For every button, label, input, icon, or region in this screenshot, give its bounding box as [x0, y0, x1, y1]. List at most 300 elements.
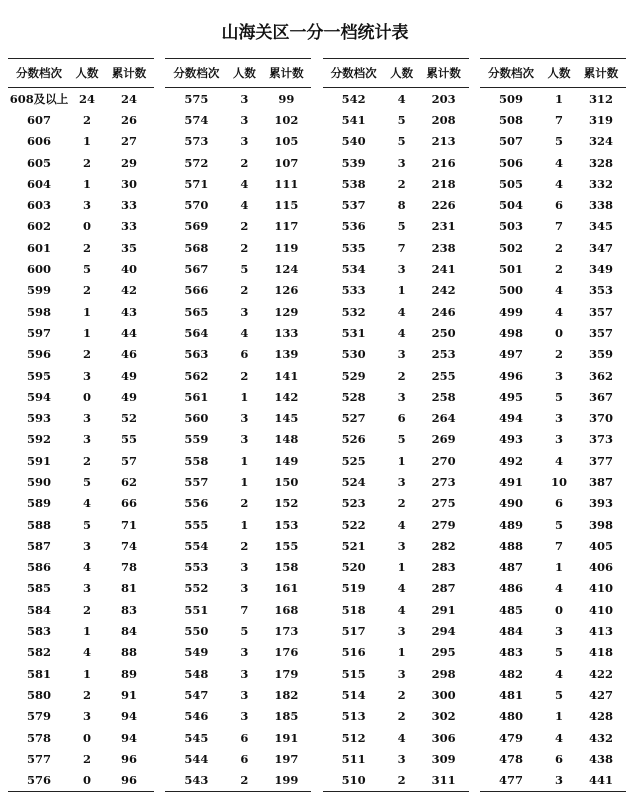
table-row	[480, 152, 626, 173]
score-cell: 596	[26, 347, 51, 362]
table-row	[8, 237, 154, 258]
cumulative-cell: 298	[431, 666, 456, 681]
score-cell: 491	[498, 474, 523, 489]
table-row	[8, 258, 154, 279]
header-cumulative: 累计数	[104, 59, 154, 88]
score-cell: 594	[26, 389, 51, 404]
cumulative-cell: 312	[588, 91, 613, 106]
cumulative-cell: 216	[431, 155, 456, 170]
count-cell: 2	[82, 751, 91, 766]
cumulative-cell: 168	[274, 602, 299, 617]
count-cell: 4	[554, 155, 563, 170]
score-cell: 516	[341, 645, 366, 660]
score-cell: 601	[26, 240, 51, 255]
score-cell: 504	[498, 198, 523, 213]
score-cell: 532	[341, 304, 366, 319]
table-row	[165, 131, 311, 152]
table-header-row	[323, 59, 469, 88]
table-row	[323, 514, 469, 535]
table-row	[165, 301, 311, 322]
score-cell: 574	[184, 112, 209, 127]
cumulative-cell: 35	[120, 240, 137, 255]
score-cell: 517	[341, 624, 366, 639]
table-header-row	[8, 59, 154, 88]
table-row	[323, 258, 469, 279]
cumulative-cell: 119	[274, 240, 299, 255]
score-cell: 487	[498, 560, 523, 575]
table-row	[323, 429, 469, 450]
score-cell: 564	[184, 325, 209, 340]
header-score-level: 分数档次	[8, 59, 70, 88]
table-header-row	[165, 59, 311, 88]
count-cell: 7	[554, 219, 563, 234]
cumulative-cell: 300	[431, 687, 456, 702]
cumulative-cell: 319	[588, 112, 613, 127]
table-row	[8, 599, 154, 620]
count-cell: 5	[397, 134, 406, 149]
table-row	[480, 663, 626, 684]
score-table-block-2	[165, 58, 311, 798]
table-row	[480, 493, 626, 514]
cumulative-cell: 94	[120, 709, 137, 724]
table-row	[323, 706, 469, 727]
score-cell: 592	[26, 432, 51, 447]
score-cell: 498	[498, 325, 523, 340]
count-cell: 2	[240, 496, 249, 511]
count-cell: 10	[550, 474, 567, 489]
score-cell: 527	[341, 411, 366, 426]
table-row	[480, 386, 626, 407]
count-cell: 4	[82, 496, 91, 511]
score-cell: 524	[341, 474, 366, 489]
table-row	[8, 386, 154, 407]
count-cell: 6	[240, 751, 249, 766]
count-cell: 7	[240, 602, 249, 617]
cumulative-cell: 410	[588, 602, 613, 617]
count-cell: 5	[82, 262, 91, 277]
table-row	[480, 109, 626, 130]
count-cell: 6	[240, 347, 249, 362]
count-cell: 2	[240, 538, 249, 553]
table-row	[8, 322, 154, 343]
count-cell: 1	[240, 389, 249, 404]
cumulative-cell: 149	[274, 453, 299, 468]
count-cell: 2	[82, 240, 91, 255]
table-header-row	[480, 59, 626, 88]
cumulative-cell: 139	[274, 347, 299, 362]
count-cell: 0	[554, 602, 563, 617]
score-cell: 597	[26, 325, 51, 340]
table-row	[323, 216, 469, 237]
count-cell: 1	[240, 474, 249, 489]
table-row	[480, 770, 626, 792]
cumulative-cell: 255	[431, 368, 456, 383]
table-row	[323, 684, 469, 705]
score-cell: 547	[184, 687, 209, 702]
table-row	[480, 429, 626, 450]
score-cell: 568	[184, 240, 209, 255]
table-row	[165, 258, 311, 279]
count-cell: 5	[82, 474, 91, 489]
score-cell: 505	[498, 176, 523, 191]
cumulative-cell: 27	[120, 134, 137, 149]
score-cell: 493	[498, 432, 523, 447]
score-cell: 537	[341, 198, 366, 213]
count-cell: 3	[82, 411, 91, 426]
score-cell: 562	[184, 368, 209, 383]
count-cell: 3	[82, 432, 91, 447]
table-row	[8, 301, 154, 322]
score-cell: 502	[498, 240, 523, 255]
score-cell: 533	[341, 283, 366, 298]
score-cell: 604	[26, 176, 51, 191]
table-row	[165, 429, 311, 450]
count-cell: 0	[82, 219, 91, 234]
score-cell: 584	[26, 602, 51, 617]
table-row	[480, 620, 626, 641]
table-row	[165, 237, 311, 258]
count-cell: 5	[240, 262, 249, 277]
score-cell: 567	[184, 262, 209, 277]
table-row	[323, 280, 469, 301]
count-cell: 3	[542, 770, 576, 792]
score-cell: 478	[498, 751, 523, 766]
score-cell: 506	[498, 155, 523, 170]
table-row	[323, 88, 469, 110]
score-cell: 573	[184, 134, 209, 149]
cumulative-cell: 52	[120, 411, 137, 426]
cumulative-cell: 295	[431, 645, 456, 660]
table-row	[323, 194, 469, 215]
table-row	[8, 216, 154, 237]
score-cell: 579	[26, 709, 51, 724]
table-row	[165, 642, 311, 663]
cumulative-cell: 33	[120, 198, 137, 213]
count-cell: 1	[82, 325, 91, 340]
table-row	[165, 620, 311, 641]
cumulative-cell: 43	[120, 304, 137, 319]
cumulative-cell: 57	[120, 453, 137, 468]
count-cell: 8	[397, 198, 406, 213]
table-row	[165, 706, 311, 727]
cumulative-cell: 141	[274, 368, 299, 383]
cumulative-cell: 283	[431, 560, 456, 575]
count-cell: 2	[227, 770, 261, 792]
table-row	[165, 322, 311, 343]
score-cell: 587	[26, 538, 51, 553]
count-cell: 4	[554, 304, 563, 319]
score-cell: 559	[184, 432, 209, 447]
cumulative-cell: 49	[120, 368, 137, 383]
count-cell: 2	[240, 283, 249, 298]
score-cell: 523	[341, 496, 366, 511]
cumulative-cell: 398	[588, 517, 613, 532]
count-cell: 1	[554, 91, 563, 106]
cumulative-cell: 309	[431, 751, 456, 766]
table-row	[323, 386, 469, 407]
count-cell: 24	[78, 91, 95, 106]
score-tables	[8, 58, 626, 798]
count-cell: 3	[397, 474, 406, 489]
cumulative-cell: 173	[274, 624, 299, 639]
score-cell: 536	[341, 219, 366, 234]
count-cell: 5	[397, 112, 406, 127]
score-cell: 549	[184, 645, 209, 660]
table-row	[8, 194, 154, 215]
cumulative-cell: 302	[431, 709, 456, 724]
score-cell: 492	[498, 453, 523, 468]
table-row	[165, 557, 311, 578]
score-cell: 529	[341, 368, 366, 383]
cumulative-cell: 74	[120, 538, 137, 553]
cumulative-cell: 405	[588, 538, 613, 553]
table-row	[480, 706, 626, 727]
count-cell: 3	[554, 432, 563, 447]
score-table	[165, 58, 311, 792]
score-cell: 531	[341, 325, 366, 340]
score-cell: 485	[498, 602, 523, 617]
score-table	[323, 58, 469, 792]
score-cell: 509	[498, 91, 523, 106]
count-cell: 4	[397, 730, 406, 745]
table-row	[8, 280, 154, 301]
cumulative-cell: 129	[274, 304, 299, 319]
table-row	[323, 173, 469, 194]
table-row	[323, 237, 469, 258]
cumulative-cell: 96	[104, 770, 154, 792]
score-cell: 566	[184, 283, 209, 298]
cumulative-cell: 49	[120, 389, 137, 404]
score-cell: 482	[498, 666, 523, 681]
score-cell: 513	[341, 709, 366, 724]
score-cell: 518	[341, 602, 366, 617]
count-cell: 4	[397, 517, 406, 532]
score-cell: 578	[26, 730, 51, 745]
cumulative-cell: 428	[588, 709, 613, 724]
table-row	[480, 194, 626, 215]
table-row	[480, 748, 626, 769]
score-cell: 479	[498, 730, 523, 745]
table-row	[8, 344, 154, 365]
cumulative-cell: 422	[588, 666, 613, 681]
table-row	[165, 365, 311, 386]
cumulative-cell: 29	[120, 155, 137, 170]
score-cell: 534	[341, 262, 366, 277]
table-row	[480, 258, 626, 279]
count-cell: 1	[82, 666, 91, 681]
cumulative-cell: 264	[431, 411, 456, 426]
table-row	[8, 663, 154, 684]
score-cell: 550	[184, 624, 209, 639]
table-row	[165, 173, 311, 194]
score-cell: 486	[498, 581, 523, 596]
count-cell: 0	[82, 389, 91, 404]
cumulative-cell: 311	[419, 770, 469, 792]
score-cell: 511	[341, 751, 366, 766]
cumulative-cell: 66	[120, 496, 137, 511]
cumulative-cell: 176	[274, 645, 299, 660]
table-row	[480, 407, 626, 428]
header-count: 人数	[542, 59, 576, 88]
cumulative-cell: 275	[431, 496, 456, 511]
count-cell: 6	[554, 496, 563, 511]
table-row	[480, 365, 626, 386]
count-cell: 3	[240, 411, 249, 426]
count-cell: 2	[397, 709, 406, 724]
header-cumulative: 累计数	[419, 59, 469, 88]
table-row	[480, 173, 626, 194]
count-cell: 0	[70, 770, 104, 792]
count-cell: 5	[554, 517, 563, 532]
count-cell: 1	[82, 624, 91, 639]
count-cell: 2	[240, 155, 249, 170]
table-row	[480, 301, 626, 322]
table-row	[323, 450, 469, 471]
table-row	[480, 344, 626, 365]
table-row	[8, 578, 154, 599]
score-cell: 585	[26, 581, 51, 596]
count-cell: 4	[82, 560, 91, 575]
table-row	[323, 599, 469, 620]
cumulative-cell: 291	[431, 602, 456, 617]
cumulative-cell: 24	[120, 91, 137, 106]
table-row	[480, 599, 626, 620]
cumulative-cell: 107	[274, 155, 299, 170]
table-row	[480, 88, 626, 110]
table-row	[480, 642, 626, 663]
count-cell: 3	[82, 198, 91, 213]
score-cell: 545	[184, 730, 209, 745]
table-row	[8, 173, 154, 194]
table-row	[323, 748, 469, 769]
cumulative-cell: 294	[431, 624, 456, 639]
cumulative-cell: 359	[588, 347, 613, 362]
score-cell: 583	[26, 624, 51, 639]
table-row	[165, 344, 311, 365]
cumulative-cell: 148	[274, 432, 299, 447]
score-cell: 484	[498, 624, 523, 639]
cumulative-cell: 406	[588, 560, 613, 575]
header-score-level: 分数档次	[165, 59, 227, 88]
count-cell: 3	[397, 538, 406, 553]
table-row	[8, 642, 154, 663]
table-row	[8, 131, 154, 152]
count-cell: 2	[397, 368, 406, 383]
cumulative-cell: 306	[431, 730, 456, 745]
score-cell: 582	[26, 645, 51, 660]
score-cell: 489	[498, 517, 523, 532]
count-cell: 4	[240, 325, 249, 340]
cumulative-cell: 71	[120, 517, 137, 532]
score-cell: 606	[26, 134, 51, 149]
count-cell: 5	[554, 645, 563, 660]
count-cell: 5	[82, 517, 91, 532]
count-cell: 1	[240, 453, 249, 468]
cumulative-cell: 345	[588, 219, 613, 234]
score-cell: 546	[184, 709, 209, 724]
header-count: 人数	[70, 59, 104, 88]
score-cell: 542	[341, 91, 366, 106]
cumulative-cell: 338	[588, 198, 613, 213]
count-cell: 2	[554, 240, 563, 255]
table-row	[165, 663, 311, 684]
cumulative-cell: 142	[274, 389, 299, 404]
count-cell: 2	[397, 176, 406, 191]
cumulative-cell: 94	[120, 730, 137, 745]
table-row	[323, 578, 469, 599]
count-cell: 3	[240, 91, 249, 106]
table-row	[323, 727, 469, 748]
score-cell: 598	[26, 304, 51, 319]
table-row	[165, 727, 311, 748]
score-cell: 539	[341, 155, 366, 170]
count-cell: 4	[554, 730, 563, 745]
count-cell: 6	[240, 730, 249, 745]
score-cell: 483	[498, 645, 523, 660]
header-count: 人数	[385, 59, 419, 88]
cumulative-cell: 155	[274, 538, 299, 553]
score-cell: 535	[341, 240, 366, 255]
count-cell: 3	[240, 709, 249, 724]
score-cell: 556	[184, 496, 209, 511]
table-row	[165, 386, 311, 407]
cumulative-cell: 126	[274, 283, 299, 298]
count-cell: 4	[554, 453, 563, 468]
count-cell: 0	[554, 325, 563, 340]
table-row	[323, 407, 469, 428]
score-cell: 541	[341, 112, 366, 127]
cumulative-cell: 213	[431, 134, 456, 149]
count-cell: 7	[397, 240, 406, 255]
table-row	[480, 514, 626, 535]
count-cell: 4	[240, 176, 249, 191]
cumulative-cell: 89	[120, 666, 137, 681]
count-cell: 5	[397, 219, 406, 234]
count-cell: 1	[82, 304, 91, 319]
cumulative-cell: 44	[120, 325, 137, 340]
table-row	[8, 748, 154, 769]
table-row	[165, 109, 311, 130]
count-cell: 2	[82, 112, 91, 127]
count-cell: 3	[82, 538, 91, 553]
score-cell: 577	[26, 751, 51, 766]
table-row	[480, 322, 626, 343]
score-cell: 514	[341, 687, 366, 702]
count-cell: 3	[240, 304, 249, 319]
count-cell: 4	[82, 645, 91, 660]
score-cell: 558	[184, 453, 209, 468]
cumulative-cell: 347	[588, 240, 613, 255]
score-table-block-1	[8, 58, 154, 798]
score-cell: 575	[184, 91, 209, 106]
header-cumulative: 累计数	[261, 59, 311, 88]
cumulative-cell: 349	[588, 262, 613, 277]
count-cell: 1	[397, 283, 406, 298]
table-row	[480, 535, 626, 556]
cumulative-cell: 282	[431, 538, 456, 553]
score-cell: 571	[184, 176, 209, 191]
cumulative-cell: 242	[431, 283, 456, 298]
count-cell: 3	[240, 432, 249, 447]
table-row	[165, 514, 311, 535]
cumulative-cell: 418	[588, 645, 613, 660]
table-row	[323, 131, 469, 152]
count-cell: 1	[397, 453, 406, 468]
table-row	[323, 152, 469, 173]
cumulative-cell: 199	[261, 770, 311, 792]
score-cell: 500	[498, 283, 523, 298]
count-cell: 1	[240, 517, 249, 532]
